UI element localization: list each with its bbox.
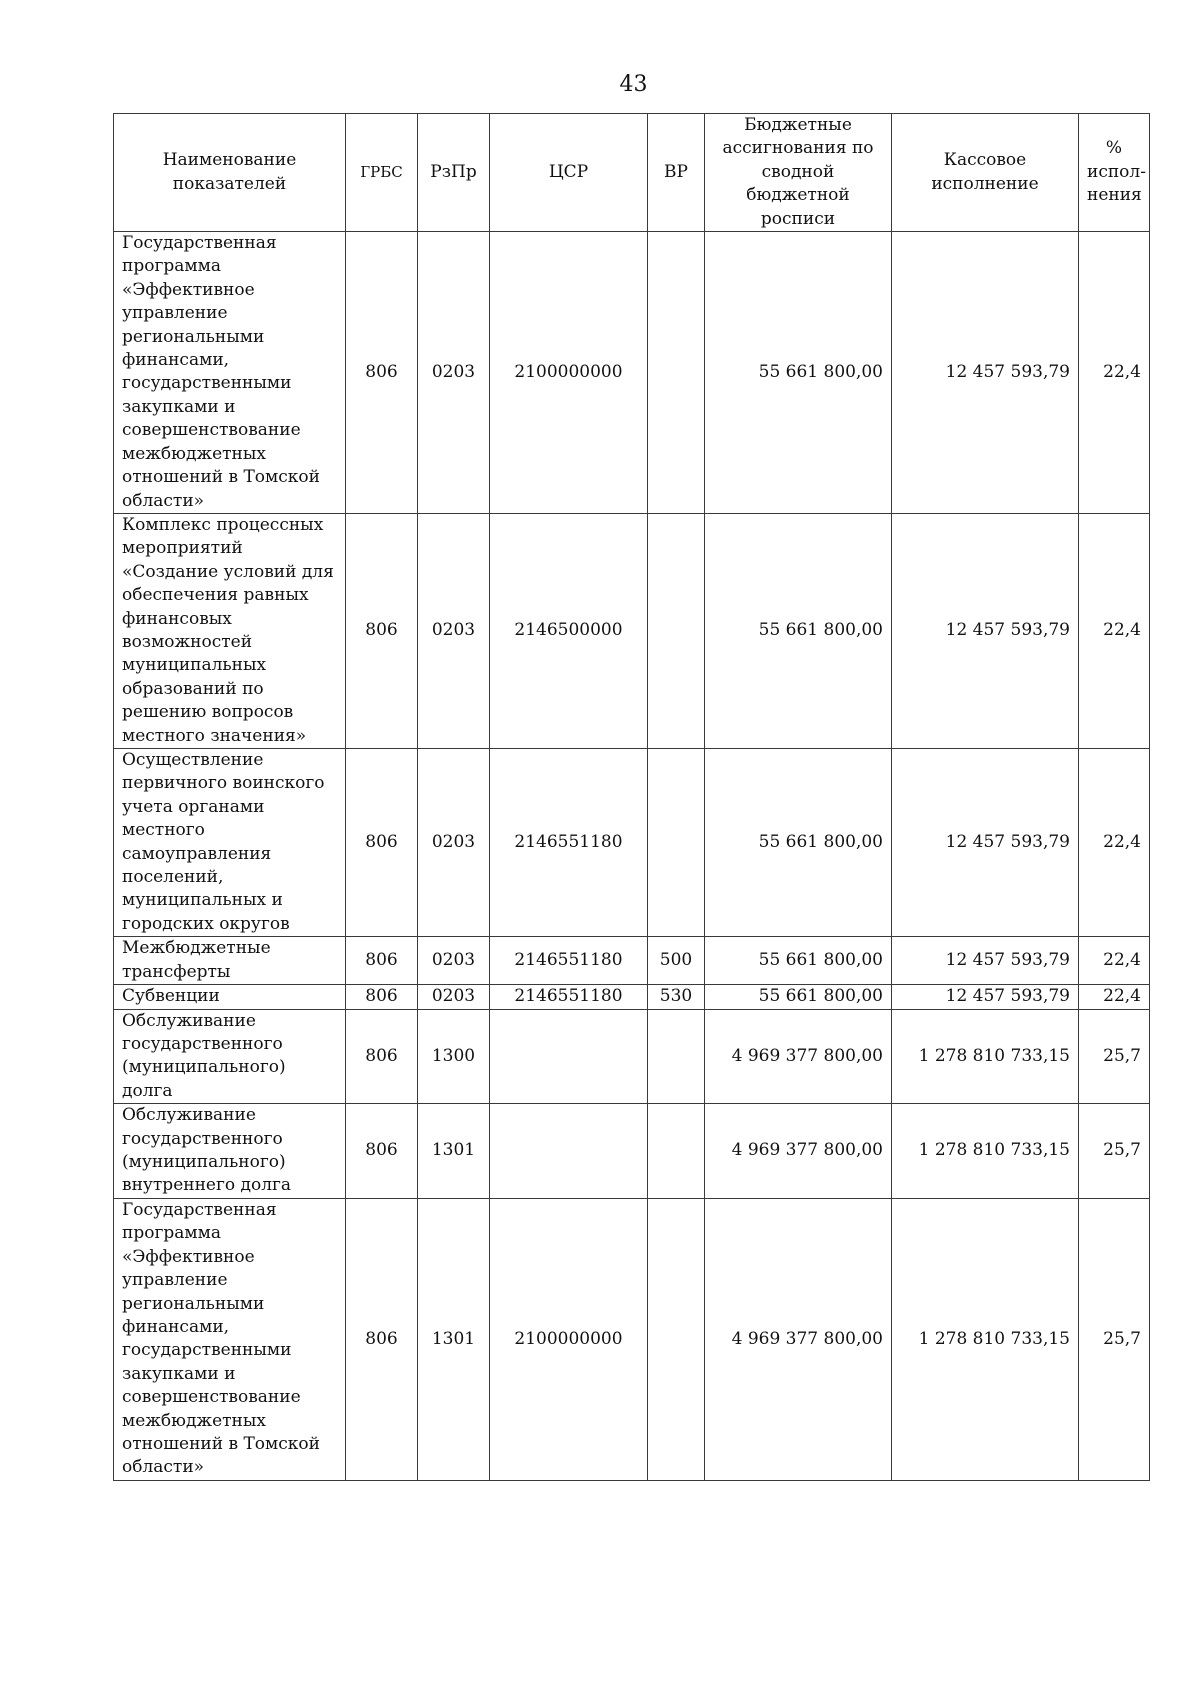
row-budget: 55 661 800,00 xyxy=(705,513,892,748)
row-percent: 22,4 xyxy=(1079,513,1150,748)
row-csr: 2146500000 xyxy=(490,513,648,748)
row-csr: 2146551180 xyxy=(490,985,648,1009)
row-percent: 22,4 xyxy=(1079,748,1150,936)
header-name: Наименование показателей xyxy=(114,114,346,232)
row-vr xyxy=(648,1009,705,1104)
row-budget: 4 969 377 800,00 xyxy=(705,1104,892,1199)
row-cash: 12 457 593,79 xyxy=(892,232,1079,514)
table-header-row xyxy=(114,114,1150,232)
row-csr: 2146551180 xyxy=(490,937,648,985)
row-grbs: 806 xyxy=(346,513,418,748)
row-percent: 22,4 xyxy=(1079,232,1150,514)
row-rzpr: 0203 xyxy=(418,748,490,936)
row-budget: 55 661 800,00 xyxy=(705,985,892,1009)
table-row xyxy=(114,1104,1150,1199)
row-grbs: 806 xyxy=(346,232,418,514)
row-vr: 530 xyxy=(648,985,705,1009)
budget-execution-table xyxy=(113,113,1150,1481)
row-grbs: 806 xyxy=(346,1104,418,1199)
row-cash: 12 457 593,79 xyxy=(892,748,1079,936)
row-name: Субвенции xyxy=(114,985,346,1009)
row-name: Государственная программа «Эффективное управление региональными финансами, государственными закупками и совершенствование межбюджетных отношений в Томской области» xyxy=(114,1198,346,1480)
row-csr: 2146551180 xyxy=(490,748,648,936)
row-cash: 1 278 810 733,15 xyxy=(892,1009,1079,1104)
row-grbs: 806 xyxy=(346,1198,418,1480)
header-csr: ЦСР xyxy=(490,114,648,232)
row-name: Обслуживание государственного (муниципального) внутреннего долга xyxy=(114,1104,346,1199)
header-percent: % испол-нения xyxy=(1079,114,1150,232)
table-row xyxy=(114,513,1150,748)
row-cash: 12 457 593,79 xyxy=(892,513,1079,748)
row-csr xyxy=(490,1009,648,1104)
header-rzpr: РзПр xyxy=(418,114,490,232)
row-budget: 55 661 800,00 xyxy=(705,937,892,985)
row-name: Комплекс процессных мероприятий «Создание условий для обеспечения равных финансовых возможностей муниципальных образований по решению вопросов местного значения» xyxy=(114,513,346,748)
row-csr: 2100000000 xyxy=(490,232,648,514)
header-budget: Бюджетные ассигнования по сводной бюджетной росписи xyxy=(705,114,892,232)
row-percent: 25,7 xyxy=(1079,1198,1150,1480)
header-grbs: ГРБС xyxy=(346,114,418,232)
row-grbs: 806 xyxy=(346,985,418,1009)
row-cash: 12 457 593,79 xyxy=(892,937,1079,985)
header-vr: ВР xyxy=(648,114,705,232)
row-rzpr: 1300 xyxy=(418,1009,490,1104)
row-percent: 22,4 xyxy=(1079,937,1150,985)
table-row xyxy=(114,1009,1150,1104)
row-vr xyxy=(648,1104,705,1199)
row-cash: 1 278 810 733,15 xyxy=(892,1198,1079,1480)
row-cash: 12 457 593,79 xyxy=(892,985,1079,1009)
row-rzpr: 1301 xyxy=(418,1198,490,1480)
row-vr xyxy=(648,513,705,748)
row-percent: 25,7 xyxy=(1079,1009,1150,1104)
row-rzpr: 1301 xyxy=(418,1104,490,1199)
row-grbs: 806 xyxy=(346,748,418,936)
row-grbs: 806 xyxy=(346,937,418,985)
table-row xyxy=(114,1198,1150,1480)
row-vr xyxy=(648,1198,705,1480)
row-vr xyxy=(648,232,705,514)
row-grbs: 806 xyxy=(346,1009,418,1104)
row-cash: 1 278 810 733,15 xyxy=(892,1104,1079,1199)
row-rzpr: 0203 xyxy=(418,232,490,514)
row-percent: 25,7 xyxy=(1079,1104,1150,1199)
row-rzpr: 0203 xyxy=(418,513,490,748)
table-row xyxy=(114,232,1150,514)
row-csr xyxy=(490,1104,648,1199)
row-name: Межбюджетные трансферты xyxy=(114,937,346,985)
row-csr: 2100000000 xyxy=(490,1198,648,1480)
row-budget: 55 661 800,00 xyxy=(705,748,892,936)
row-budget: 4 969 377 800,00 xyxy=(705,1198,892,1480)
header-cash: Кассовое исполнение xyxy=(892,114,1079,232)
row-vr xyxy=(648,748,705,936)
row-vr: 500 xyxy=(648,937,705,985)
page-number: 43 xyxy=(619,72,648,97)
row-name: Осуществление первичного воинского учета органами местного самоуправления поселений, муниципальных и городских округов xyxy=(114,748,346,936)
row-budget: 55 661 800,00 xyxy=(705,232,892,514)
table-row xyxy=(114,937,1150,985)
row-rzpr: 0203 xyxy=(418,937,490,985)
table-row xyxy=(114,985,1150,1009)
row-percent: 22,4 xyxy=(1079,985,1150,1009)
row-budget: 4 969 377 800,00 xyxy=(705,1009,892,1104)
table-row xyxy=(114,748,1150,936)
row-name: Государственная программа «Эффективное управление региональными финансами, государственными закупками и совершенствование межбюджетных отношений в Томской области» xyxy=(114,232,346,514)
row-rzpr: 0203 xyxy=(418,985,490,1009)
row-name: Обслуживание государственного (муниципального) долга xyxy=(114,1009,346,1104)
